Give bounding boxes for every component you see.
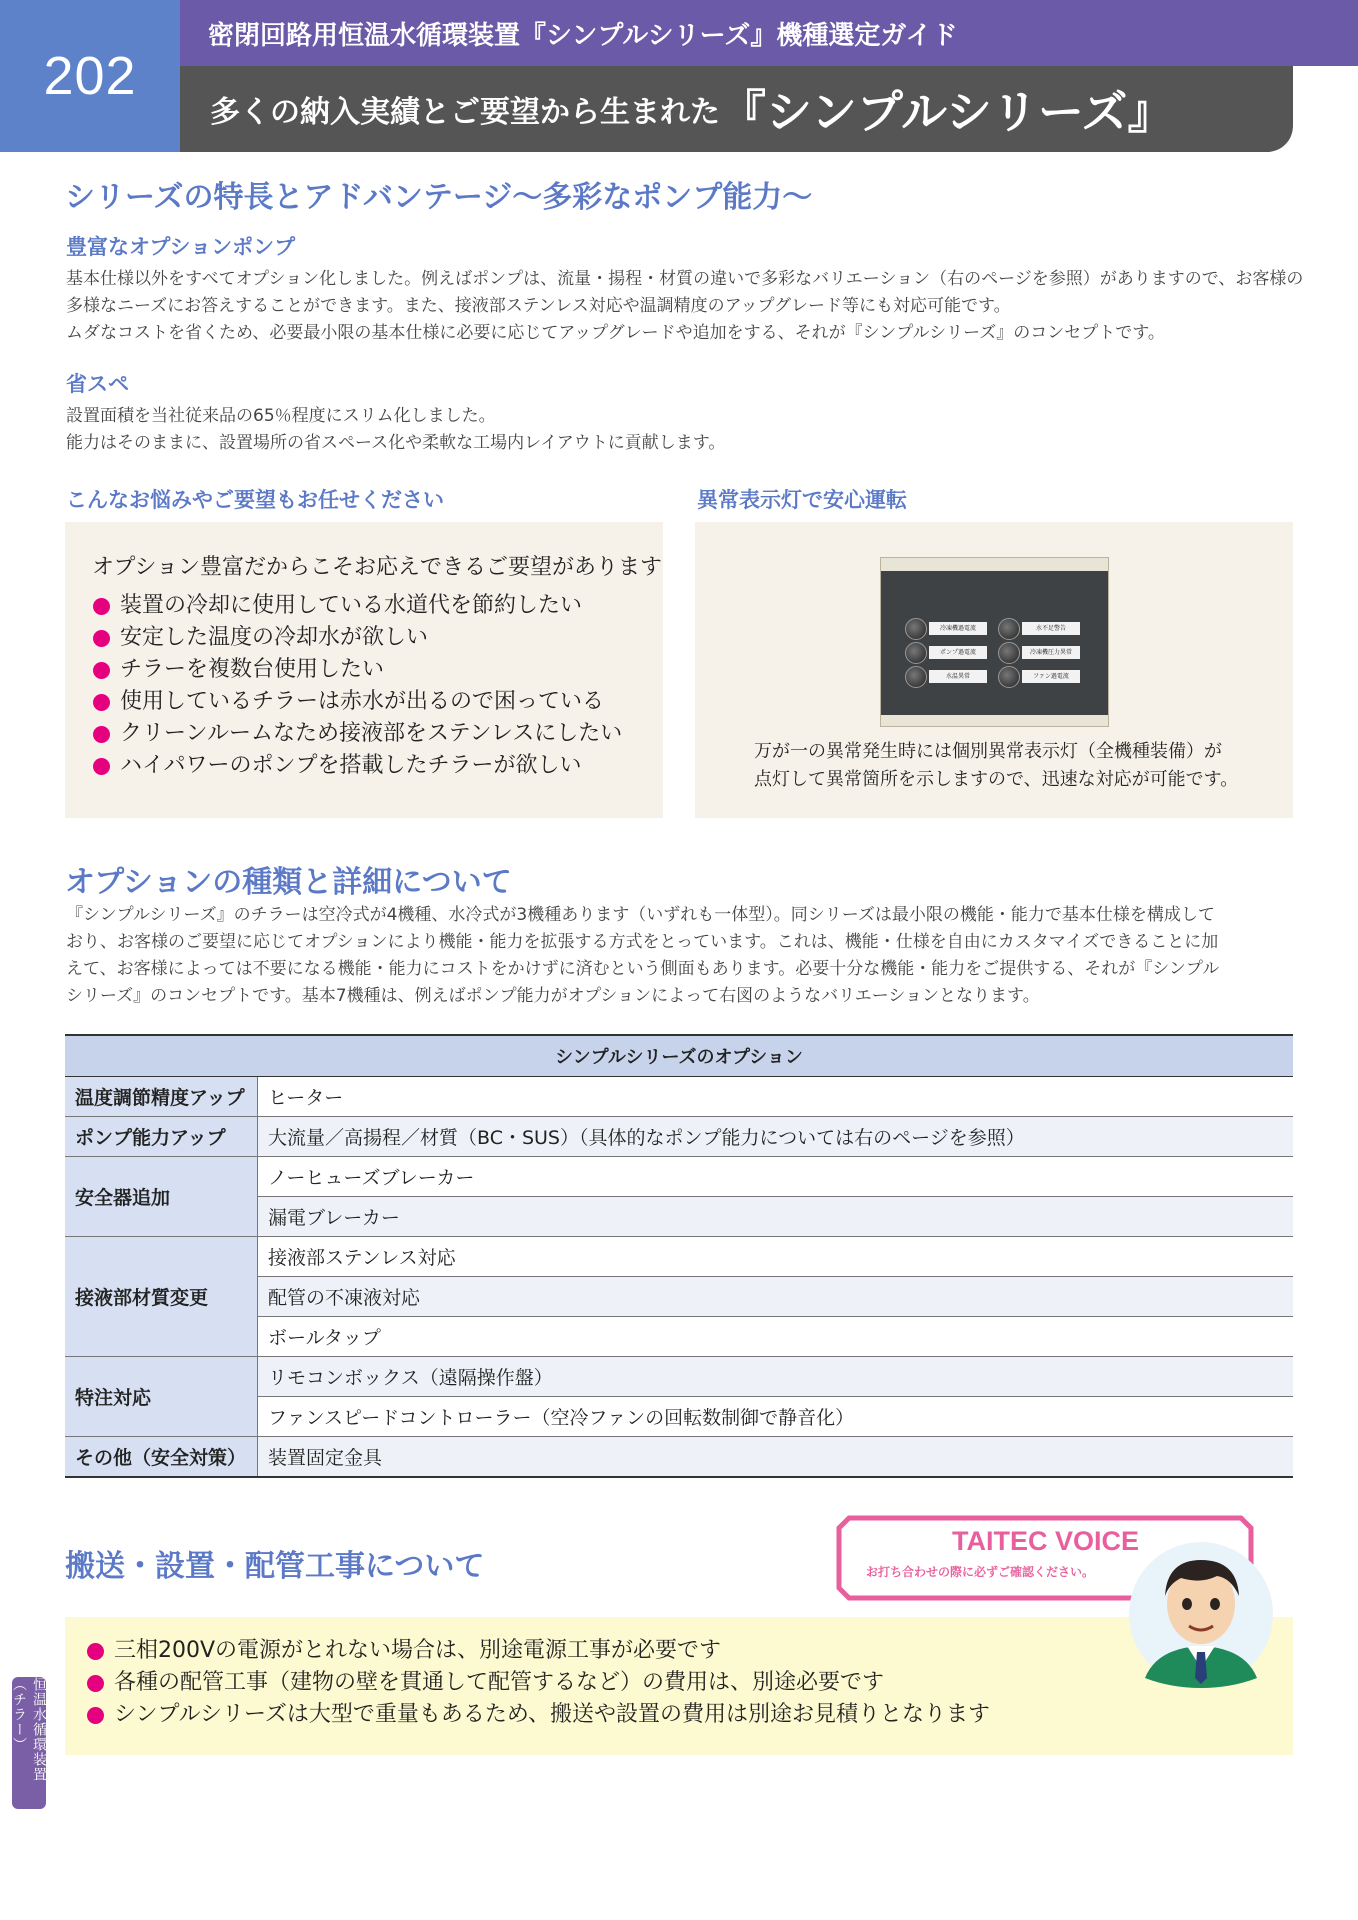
subtitle-prefix: 多くの納入実績とご要望から生まれた — [210, 95, 720, 130]
bullet-icon — [87, 1707, 104, 1724]
table-cell: ノーヒューズブレーカー — [258, 1157, 1294, 1197]
text-line: 『シンプルシリーズ』のチラーは空冷式が4機種、水冷式が3機種あります（いずれも一体型）。同シリーズは最小限の機能・能力で基本仕様を構成して — [66, 905, 1215, 925]
list-item: シンプルシリーズは大型で重量もあるため、搬送や設置の費用は別途お見積りとなります — [87, 1699, 990, 1731]
bullet-icon — [93, 662, 110, 679]
list-item: ハイパワーのポンプを搭載したチラーが欲しい — [93, 750, 622, 782]
text-line: ムダなコストを省くため、必要最小限の基本仕様に必要に応じてアップグレードや追加をする、それが『シンプルシリーズ』のコンセプトです。 — [66, 323, 1165, 343]
text-line: 基本仕様以外をすべてオプション化しました。例えばポンプは、流量・揚程・材質の違いで多彩なバリエーション（右のページを参照）がありますので、お客様の — [66, 269, 1304, 289]
text-line: 設置面積を当社従来品の65％程度にスリム化しました。 — [66, 406, 496, 426]
options-heading: オプションの種類と詳細について — [65, 865, 512, 900]
requests-intro: オプション豊富だからこそお応えできるご要望があります — [92, 555, 663, 580]
alarm-plate: ファン過電流 — [1022, 670, 1080, 683]
alarm-plate: 水温異常 — [929, 670, 987, 683]
bullet-icon — [87, 1643, 104, 1660]
text-line: 万が一の異常発生時には個別異常表示灯（全機種装備）が — [754, 741, 1222, 762]
requests-list — [93, 590, 622, 782]
alarm-plate: 冷凍機圧力異常 — [1022, 646, 1080, 659]
alarm-panel-face — [881, 571, 1108, 715]
lamp-icon — [998, 642, 1020, 664]
page-number: 202 — [0, 0, 180, 152]
requests-box — [65, 522, 663, 818]
alarm-plate: ポンプ過電流 — [929, 646, 987, 659]
features-heading: シリーズの特長とアドバンテージ〜多彩なポンプ能力〜 — [65, 180, 813, 215]
guide-title: 密閉回路用恒温水循環装置『シンプルシリーズ』機種選定ガイド — [180, 0, 1358, 66]
requests-heading: こんなお悩みやご要望もお任せください — [66, 488, 444, 512]
bullet-icon — [93, 694, 110, 711]
transport-heading: 搬送・設置・配管工事について — [65, 1549, 485, 1584]
table-category: ポンプ能力アップ — [65, 1117, 258, 1157]
lamp-icon — [998, 666, 1020, 688]
transport-list — [87, 1635, 990, 1731]
option-pump-heading: 豊富なオプションポンプ — [66, 235, 296, 259]
list-item: チラーを複数台使用したい — [93, 654, 622, 686]
options-text — [66, 902, 1306, 1010]
lamp-icon — [905, 666, 927, 688]
list-item: 各種の配管工事（建物の壁を貫通して配管するなど）の費用は、別途必要です — [87, 1667, 990, 1699]
lamp-icon — [905, 618, 927, 640]
bullet-icon — [93, 630, 110, 647]
text-line: 能力はそのままに、設置場所の省スペース化や柔軟な工場内レイアウトに貢献します。 — [66, 433, 726, 453]
voice-title: TAITEC VOICE — [952, 1526, 1140, 1556]
table-category: その他（安全対策） — [65, 1437, 258, 1478]
side-tab[interactable]: 恒温水循環装置（チラー） — [12, 1677, 46, 1809]
subtitle-series: 『シンプルシリーズ』 — [720, 85, 1174, 139]
alarm-plate: 水不足警告 — [1022, 622, 1080, 635]
text-line: おり、お客様のご要望に応じてオプションにより機能・能力を拡張する方式をとっています。これは、機能・仕様を自由にカスタマイズできることに加 — [66, 932, 1219, 952]
list-item: クリーンルームなため接液部をステンレスにしたい — [93, 718, 622, 750]
text-line: シリーズ』のコンセプトです。基本7機種は、例えばポンプ能力がオプションによって右図のようなバリエーションとなります。 — [66, 986, 1040, 1006]
list-item: 装置の冷却に使用している水道代を節約したい — [93, 590, 622, 622]
table-cell: 大流量／高揚程／材質（BC・SUS）（具体的なポンプ能力については右のページを参照） — [258, 1117, 1294, 1157]
bullet-icon — [87, 1675, 104, 1692]
table-cell: 接液部ステンレス対応 — [258, 1237, 1294, 1277]
voice-subtitle: お打ち合わせの際に必ずご確認ください。 — [866, 1565, 1095, 1579]
table-cell: リモコンボックス（遠隔操作盤） — [258, 1357, 1294, 1397]
table-category: 特注対応 — [65, 1357, 258, 1437]
table-category: 温度調節精度アップ — [65, 1077, 258, 1117]
bullet-icon — [93, 758, 110, 775]
staff-avatar — [1127, 1538, 1275, 1690]
list-item: 三相200Vの電源がとれない場合は、別途電源工事が必要です — [87, 1635, 990, 1667]
space-text — [66, 403, 725, 457]
table-cell: 装置固定金具 — [258, 1437, 1294, 1478]
table-cell: ボールタップ — [258, 1317, 1294, 1357]
alarm-heading: 異常表示灯で安心運転 — [697, 488, 907, 512]
bullet-icon — [93, 598, 110, 615]
table-category: 安全器追加 — [65, 1157, 258, 1237]
list-item: 使用しているチラーは赤水が出るので困っている — [93, 686, 622, 718]
text-line: 点灯して異常箇所を示しますので、迅速な対応が可能です。 — [754, 769, 1239, 790]
alarm-panel-image — [880, 557, 1109, 727]
options-table — [65, 1034, 1293, 1478]
lamp-icon — [998, 618, 1020, 640]
list-item: 安定した温度の冷却水が欲しい — [93, 622, 622, 654]
table-title: シンプルシリーズのオプション — [65, 1035, 1293, 1077]
option-pump-text — [66, 266, 1306, 347]
table-cell: 配管の不凍液対応 — [258, 1277, 1294, 1317]
space-heading: 省スペ — [66, 372, 129, 396]
alarm-caption — [754, 738, 1238, 794]
text-line: 多様なニーズにお答えすることができます。また、接液部ステンレス対応や温調精度のアップグレード等にも対応可能です。 — [66, 296, 1011, 316]
table-cell: ヒーター — [258, 1077, 1294, 1117]
page-subtitle — [180, 66, 1293, 152]
table-cell: 漏電ブレーカー — [258, 1197, 1294, 1237]
lamp-icon — [905, 642, 927, 664]
bullet-icon — [93, 726, 110, 743]
text-line: えて、お客様によっては不要になる機能・能力にコストをかけずに済むという側面もあります。必要十分な機能・能力をご提供する、それが『シンプル — [66, 959, 1220, 979]
table-category: 接液部材質変更 — [65, 1237, 258, 1357]
table-cell: ファンスピードコントローラー（空冷ファンの回転数制御で静音化） — [258, 1397, 1294, 1437]
transport-notes-box — [65, 1617, 1293, 1755]
alarm-plate: 冷凍機過電流 — [929, 622, 987, 635]
